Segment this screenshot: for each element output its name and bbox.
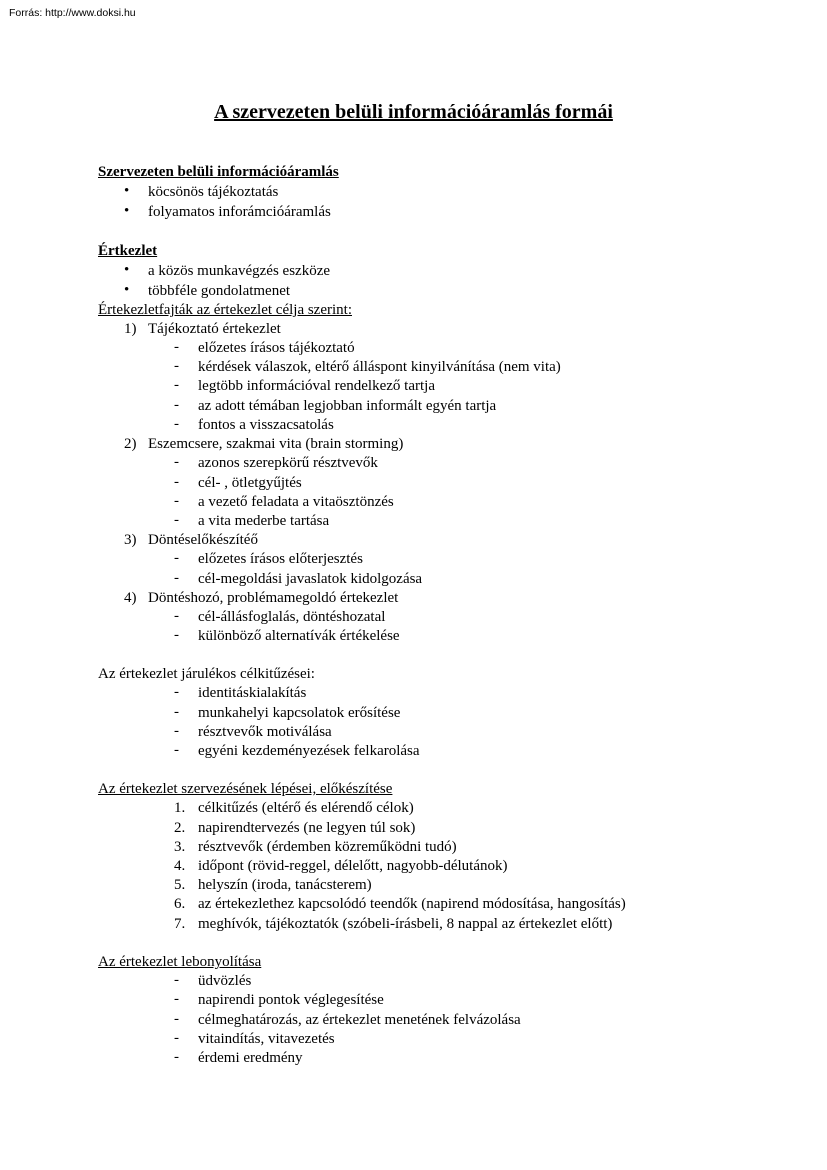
list-item: cél-állásfoglalás, döntéshozatal [198,609,386,625]
list-item: cél-megoldási javaslatok kidolgozása [198,571,423,587]
dash-icon: - [174,377,179,393]
list-item: az értekezlethez kapcsolódó teendők (napirend módosítása, hangosítás) [198,896,626,912]
list-item: napirendtervezés (ne legyen túl sok) [198,820,416,836]
source-line: Forrás: http://www.doksi.hu [9,7,136,19]
list-item: folyamatos inforámcióáramlás [148,204,331,220]
list-item: napirendi pontok véglegesítése [198,992,384,1008]
list-item: meghívók, tájékoztatók (szóbeli-írásbeli, 8 nappal az értekezlet előtt) [198,916,613,932]
dash-icon: - [174,991,179,1007]
dash-icon: - [174,608,179,624]
list-number: 6. [174,896,186,912]
list-number: 4) [124,590,137,606]
dash-icon: - [174,339,179,355]
list-item: helyszín (iroda, tanácsterem) [198,877,372,893]
list-item: a közös munkavégzés eszköze [148,263,331,279]
list-number: 7. [174,916,186,932]
bullet-icon: • [124,183,130,199]
list-item: azonos szerepkörű résztvevők [198,455,378,471]
section-heading: Az értekezlet lebonyolítása [98,954,262,970]
list-item: munkahelyi kapcsolatok erősítése [198,705,401,721]
bullet-icon: • [124,203,130,219]
dash-icon: - [174,397,179,413]
dash-icon: - [174,454,179,470]
list-item: a vezető feladata a vitaösztönzés [198,494,394,510]
dash-icon: - [174,627,179,643]
list-number: 1. [174,800,186,816]
list-item: Döntéselőkészítéő [148,532,258,548]
list-item: többféle gondolatmenet [148,283,291,299]
list-number: 2) [124,436,137,452]
dash-icon: - [174,723,179,739]
dash-icon: - [174,493,179,509]
dash-icon: - [174,416,179,432]
dash-icon: - [174,1049,179,1065]
list-item: a vita mederbe tartása [198,513,330,529]
list-item: célkitűzés (eltérő és elérendő célok) [198,800,414,816]
list-number: 3. [174,839,186,855]
list-item: Eszemcsere, szakmai vita (brain storming) [148,436,404,452]
list-item: előzetes írásos előterjesztés [198,551,363,567]
list-item: résztvevők (érdemben közreműködni tudó) [198,839,457,855]
dash-icon: - [174,570,179,586]
list-item: legtöbb információval rendelkező tartja [198,378,435,394]
dash-icon: - [174,512,179,528]
dash-icon: - [174,742,179,758]
list-item: egyéni kezdeményezések felkarolása [198,743,420,759]
list-item: Tájékoztató értekezlet [148,321,281,337]
page-title: A szervezeten belüli információáramlás formái [214,101,613,123]
list-item: üdvözlés [198,973,252,989]
dash-icon: - [174,358,179,374]
list-item: vitaindítás, vitavezetés [198,1031,335,1047]
subheading: Értekezletfajták az értekezlet célja szerint: [98,302,352,318]
dash-icon: - [174,684,179,700]
list-item: köcsönös tájékoztatás [148,184,279,200]
dash-icon: - [174,704,179,720]
list-item: célmeghatározás, az értekezlet menetének felvázolása [198,1012,521,1028]
list-item: identitáskialakítás [198,685,307,701]
dash-icon: - [174,1011,179,1027]
bullet-icon: • [124,262,130,278]
list-item: érdemi eredmény [198,1050,303,1066]
list-item: Döntéshozó, problémamegoldó értekezlet [148,590,399,606]
dash-icon: - [174,1030,179,1046]
dash-icon: - [174,972,179,988]
list-number: 2. [174,820,186,836]
list-item: cél- , ötletgyűjtés [198,475,302,491]
list-item: különböző alternatívák értékelése [198,628,400,644]
list-item: időpont (rövid-reggel, délelőtt, nagyobb-délutánok) [198,858,508,874]
list-item: előzetes írásos tájékoztató [198,340,355,356]
list-number: 1) [124,321,137,337]
list-item: fontos a visszacsatolás [198,417,334,433]
list-item: az adott témában legjobban informált egyén tartja [198,398,497,414]
section-heading: Szervezeten belüli információáramlás [98,164,339,180]
list-number: 5. [174,877,186,893]
bullet-icon: • [124,282,130,298]
list-item: résztvevők motiválása [198,724,332,740]
section-heading: Az értekezlet járulékos célkitűzései: [98,666,315,682]
list-number: 3) [124,532,137,548]
dash-icon: - [174,550,179,566]
section-heading: Értkezlet [98,243,158,259]
list-number: 4. [174,858,186,874]
list-item: kérdések válaszok, eltérő álláspont kinyilvánítása (nem vita) [198,359,561,375]
dash-icon: - [174,474,179,490]
section-heading: Az értekezlet szervezésének lépései, előkészítése [98,781,393,797]
